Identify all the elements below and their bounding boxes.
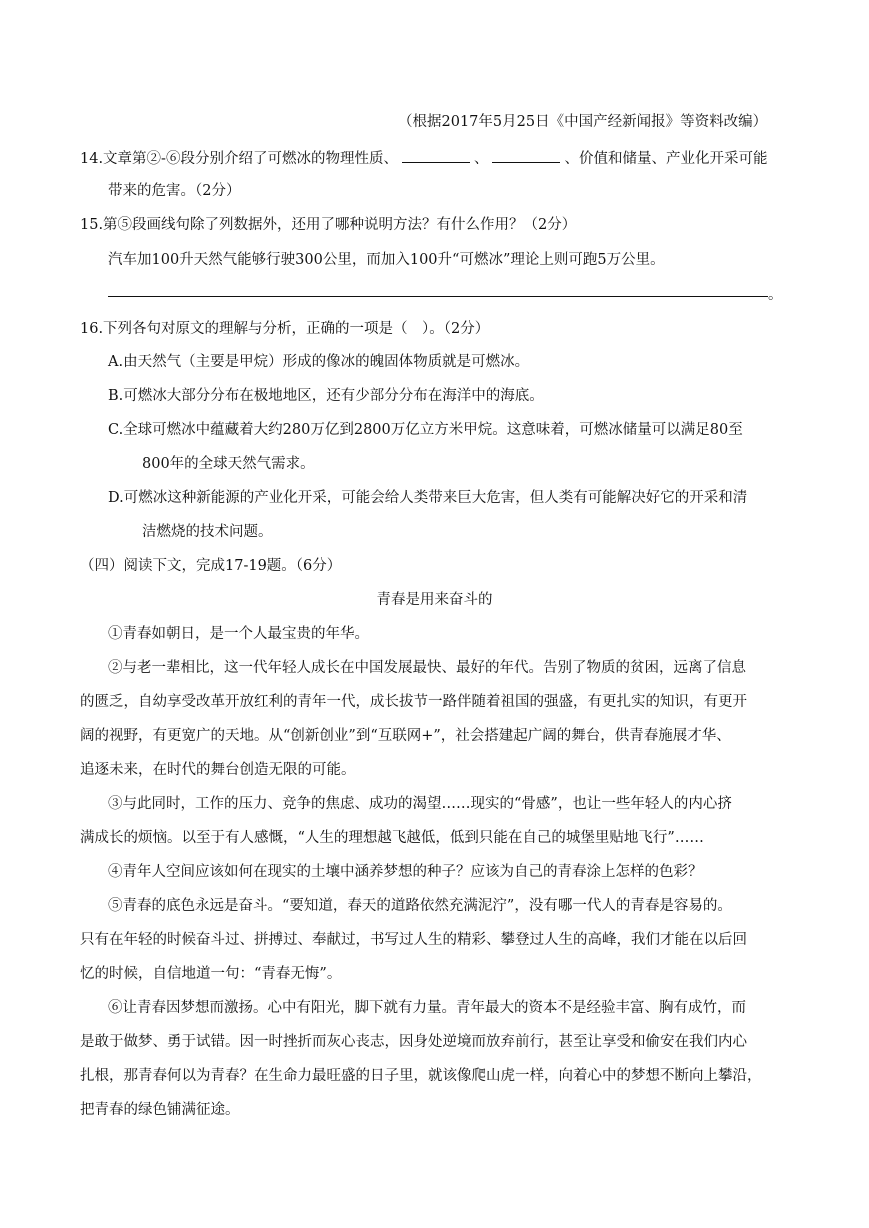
q16-option-a: A.由天然气（主要是甲烷）形成的像冰的魄固体物质就是可燃冰。 bbox=[108, 354, 530, 370]
question-14-line-1 bbox=[80, 148, 767, 169]
paragraph-line: ⑥让青春因梦想而激扬。心中有阳光，脚下就有力量。青年最大的资本不是经验丰富、胸有成竹，而 bbox=[108, 1000, 746, 1016]
section-4-heading: （四）阅读下文，完成17-19题。（6分） bbox=[80, 558, 342, 574]
paragraph-line: ②与老一辈相比，这一代年轻人成长在中国发展最快、最好的年代。告别了物质的贫困，远离了信息 bbox=[108, 660, 746, 676]
paragraph-line: 满成长的烦恼。以至于有人感慨，“人生的理想越飞越低，低到只能在自己的城堡里贴地飞行”…… bbox=[80, 830, 704, 846]
question-14-line-2: 带来的危害。（2分） bbox=[108, 183, 241, 199]
paragraph-line: 的匮乏，自幼享受改革开放红利的青年一代，成长拔节一路伴随着祖国的强盛，有更扎实的知识，有更开 bbox=[80, 694, 747, 710]
q14-text-2: 、价值和储量、产业化开采可能 bbox=[564, 151, 768, 167]
q14-blank-2[interactable] bbox=[492, 148, 560, 163]
question-15: 15.第⑤段画线句除了列数据外，还用了哪种说明方法？有什么作用？（2分） bbox=[80, 217, 577, 233]
question-15-quote: 汽车加100升天然气能够行驶300公里，而加入100升“可燃冰”理论上则可跑5万公里。 bbox=[108, 252, 665, 268]
paragraph-line: 把青春的绿色铺满征途。 bbox=[80, 1102, 240, 1118]
paragraph-line: ⑤青春的底色永远是奋斗。“要知道，春天的道路依然充满泥泞”，没有哪一代人的青春是容易的。 bbox=[108, 898, 732, 914]
paragraph-line: ④青年人空间应该如何在现实的土壤中涵养梦想的种子？应该为自己的青春涂上怎样的色彩？ bbox=[108, 864, 703, 880]
paragraph-line: 追逐未来，在时代的舞台创造无限的可能。 bbox=[80, 762, 356, 778]
paragraph-line: 只有在年轻的时候奋斗过、拼搏过、奉献过，书写过人生的精彩、攀登过人生的高峰，我们才能在以后回 bbox=[80, 932, 747, 948]
paragraph-line: 是敢于做梦、勇于试错。因一时挫折而灰心丧志，因身处逆境而放弃前行，甚至让享受和偷安在我们内心 bbox=[80, 1034, 747, 1050]
q14-blank-1[interactable] bbox=[402, 148, 470, 163]
paragraph-line: ①青春如朝日，是一个人最宝贵的年华。 bbox=[108, 626, 369, 642]
q14-text-1: 14.文章第②-⑥段分别介绍了可燃冰的物理性质、 bbox=[80, 151, 398, 167]
paragraph-line: 扎根，那青春何以为青春？在生命力最旺盛的日子里，就该像爬山虎一样，向着心中的梦想不断向上攀沿， bbox=[80, 1068, 762, 1084]
q15-answer-line[interactable] bbox=[108, 296, 768, 297]
q16-option-d-line-1: D.可燃冰这种新能源的产业化开采，可能会给人类带来巨大危害，但人类有可能解决好它的开采和清 bbox=[108, 490, 748, 506]
q16-option-d-line-2: 洁燃烧的技术问题。 bbox=[142, 524, 273, 540]
source-note: （根据2017年5月25日《中国产经新闻报》等资料改编） bbox=[398, 114, 768, 130]
paragraph-line: 忆的时候，自信地道一句：“青春无悔”。 bbox=[80, 966, 342, 982]
q16-option-b: B.可燃冰大部分分布在极地地区，还有少部分分布在海洋中的海底。 bbox=[108, 388, 544, 404]
q16-option-c-line-2: 800年的全球天然气需求。 bbox=[142, 456, 315, 472]
article-title: 青春是用来奋斗的 bbox=[376, 592, 493, 608]
q16-option-c-line-1: C.全球可燃冰中蕴藏着大约280万亿到2800万亿立方米甲烷。这意味着，可燃冰储量可以满足80至 bbox=[108, 422, 743, 438]
q14-separator: 、 bbox=[473, 151, 489, 167]
q15-end-mark: 。 bbox=[768, 287, 783, 303]
paragraph-line: ③与此同时，工作的压力、竞争的焦虑、成功的渴望……现实的“骨感”，也让一些年轻人的内心挤 bbox=[108, 796, 732, 812]
question-16: 16.下列各句对原文的理解与分析，正确的一项是（ ）。（2分） bbox=[80, 321, 490, 337]
paragraph-line: 阔的视野，有更宽广的天地。从“创新创业”到“互联网+”，社会搭建起广阔的舞台，供青春施展才华、 bbox=[80, 728, 731, 744]
